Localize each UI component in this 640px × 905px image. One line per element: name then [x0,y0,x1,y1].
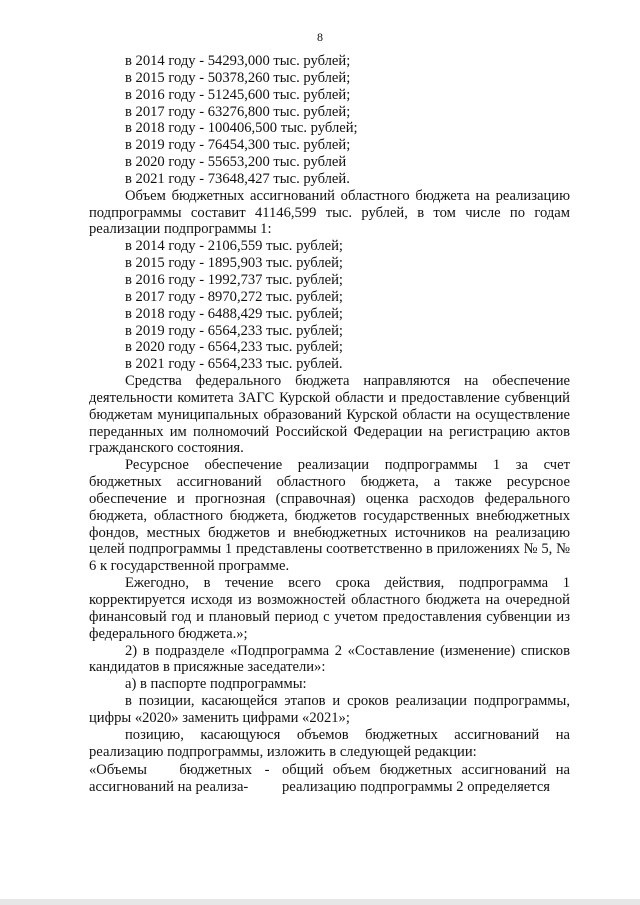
list-item: в 2015 году - 1895,903 тыс. рублей; [125,255,343,272]
list-item: в 2020 году - 55653,200 тыс. рублей [125,154,347,171]
list-item: в 2019 году - 76454,300 тыс. рублей; [125,137,351,154]
page-number: 8 [317,30,323,44]
list-item: в 2021 году - 6564,233 тыс. рублей. [125,356,343,373]
list-item: в 2014 году - 54293,000 тыс. рублей; [125,53,351,69]
list-item: в 2020 году - 6564,233 тыс. рублей; [125,339,343,356]
list-item: в 2017 году - 63276,800 тыс. рублей; [125,103,351,120]
table-cell-label: «Объемы бюджетных ассигнований на реализа- [89,762,252,796]
list-item: в 2018 году - 6488,429 тыс. рублей; [125,305,343,322]
paragraph-position-change: в позиции, касающейся этапов и сроков реализации подпрограммы, цифры «2020» заменить цифрами «2021»; [89,693,570,726]
passport-table-row [89,762,570,796]
list-item: в 2016 году - 51245,600 тыс. рублей; [125,86,351,103]
list-item: в 2015 году - 50378,260 тыс. рублей; [125,69,351,86]
paragraph-annual-adjustment: Ежегодно, в течение всего срока действия, подпрограмма 1 корректируется исходя из возможностей областного бюджета на очередной финансовый год и плановый период с учетом предоставления субвенции из федерального бюджета.»; [89,575,570,642]
paragraph-item-2: 2) в подразделе «Подпрограмма 2 «Составление (изменение) списков кандидатов в присяжные заседатели»: [89,642,570,676]
list-item: в 2019 году - 6564,233 тыс. рублей; [125,322,343,339]
list-item: в 2018 году - 100406,500 тыс. рублей; [125,120,358,137]
list-item: в 2014 году - 2106,559 тыс. рублей; [125,238,343,255]
document-body [89,53,570,796]
list-item: в 2016 году - 1992,737 тыс. рублей; [125,271,343,288]
page-bottom-edge [0,899,640,905]
regional-funding-list [89,238,570,373]
paragraph-regional-budget: Объем бюджетных ассигнований областного бюджета на реализацию подпрограммы составит 41146,599 тыс. рублей, в том числе по годам реализации подпрограммы 1: [89,187,570,238]
paragraph-federal-budget: Средства федерального бюджета направляются на обеспечение деятельности комитета ЗАГС Курской области и предоставление субвенций бюджетам муниципальных образований Курской области на осуществление переданных им полномочий Российской Федерации на регистрацию актов гражданского состояния. [89,373,570,457]
table-cell-dash: - [264,762,270,779]
paragraph-new-wording: позицию, касающуюся объемов бюджетных ассигнований на реализацию подпрограммы, изложить в следующей редакции: [89,726,570,760]
list-item: в 2021 году - 73648,427 тыс. рублей. [125,170,350,187]
total-funding-list [89,53,570,188]
paragraph-resource-provision: Ресурсное обеспечение реализации подпрограммы 1 за счет бюджетных ассигнований областного бюджета, а также ресурсное обеспечение и прогнозная (справочная) оценка расходов федерального бюджета, областного бюджета, бюджетов государственных внебюджетных фондов, местных бюджетов и внебюджетных источников на реализацию целей подпрограммы 1 представлены соответственно в приложениях № 5, № 6 к государственной программе. [89,457,570,575]
paragraph-item-a: а) в паспорте подпрограммы: [125,676,307,693]
list-item: в 2017 году - 8970,272 тыс. рублей; [125,288,343,305]
table-cell-value: общий объем бюджетных ассигнований на реализацию подпрограммы 2 определяется [282,762,570,796]
